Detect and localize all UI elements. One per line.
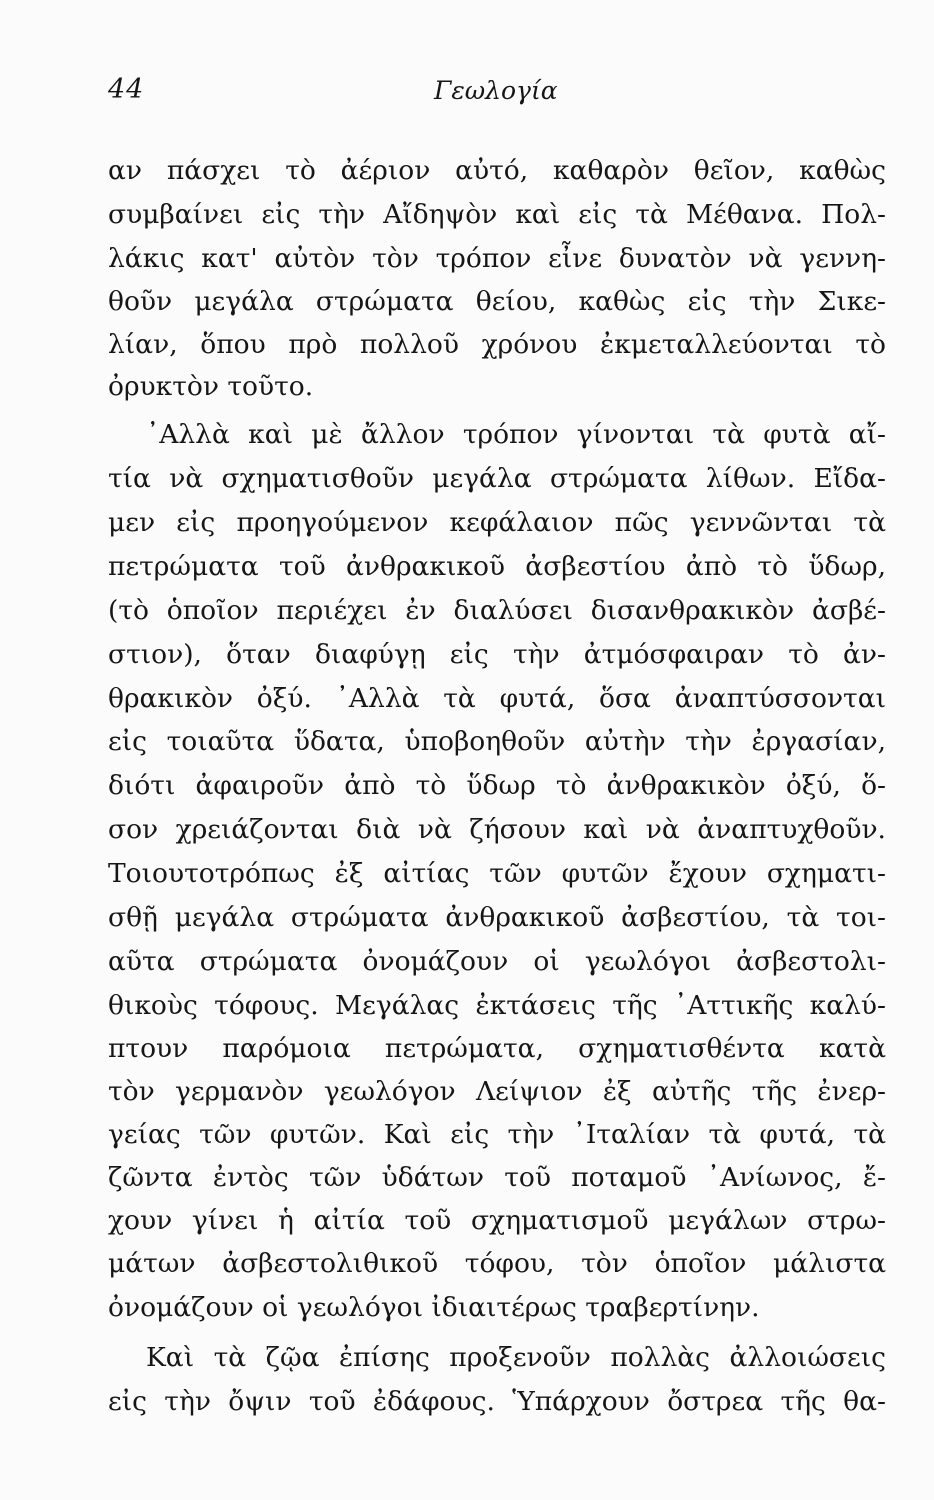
text-line: ὀνομάζουν οἱ γεωλόγοι ἰδιαιτέρως τραβερτίνην.	[108, 1292, 760, 1323]
text-line: μάτων ἀσβεστολιθικοῦ τόφου, τὸν ὁποῖον μάλιστα	[108, 1248, 886, 1279]
text-line: διότι ἀφαιροῦν ἀπὸ τὸ ὕδωρ τὸ ἀνθρακικὸν ὀξύ, ὅ-	[108, 770, 886, 801]
text-line: ὀρυκτὸν τοῦτο.	[108, 371, 314, 402]
text-line: Καὶ τὰ ζῷα ἐπίσης προξενοῦν πολλὰς ἀλλοιώσεις	[146, 1342, 886, 1373]
text-line: Τοιουτοτρόπως ἐξ αἰτίας τῶν φυτῶν ἔχουν σχηματι-	[108, 858, 886, 889]
text-line: πετρώματα τοῦ ἀνθρακικοῦ ἀσβεστίου ἀπὸ τὸ ὕδωρ,	[108, 551, 886, 582]
page-number: 44	[108, 74, 145, 105]
text-line: τία νὰ σχηματισθοῦν μεγάλα στρώματα λίθων. Εἴδα-	[108, 463, 886, 494]
text-line: θικοὺς τόφους. Μεγάλας ἐκτάσεις τῆς ᾿Αττικῆς καλύ-	[108, 990, 886, 1021]
text-line: μεν εἰς προηγούμενον κεφάλαιον πῶς γεννῶνται τὰ	[108, 507, 886, 538]
text-line: αῦτα στρώματα ὀνομάζουν οἱ γεωλόγοι ἀσβεστολι-	[108, 946, 886, 977]
text-line: ζῶντα ἐντὸς τῶν ὑδάτων τοῦ ποταμοῦ ᾿Ανίωνος, ἔ-	[108, 1162, 886, 1193]
text-line: στιον), ὅταν διαφύγῃ εἰς τὴν ἀτμόσφαιραν τὸ ἀν-	[108, 639, 886, 670]
text-line: θοῦν μεγάλα στρώματα θείου, καθὼς εἰς τὴν Σικε-	[108, 286, 886, 317]
text-line: τὸν γερμανὸν γεωλόγον Λείψιον ἐξ αὐτῆς τῆς ἐνερ-	[108, 1076, 886, 1107]
running-head	[108, 74, 888, 114]
text-line: σον χρειάζονται διὰ νὰ ζήσουν καὶ νὰ ἀναπτυχθοῦν.	[108, 814, 886, 845]
text-line: εἰς τὴν ὄψιν τοῦ ἐδάφους. Ὑπάρχουν ὄστρεα τῆς θα-	[108, 1386, 886, 1417]
text-line: συμβαίνει εἰς τὴν Αἴδηψὸν καὶ εἰς τὰ Μέθανα. Πολ-	[108, 199, 886, 230]
text-line: λάκις κατ' αὐτὸν τὸν τρόπον εἶνε δυνατὸν νὰ γεννη-	[108, 243, 886, 274]
text-line: λίαν, ὅπου πρὸ πολλοῦ χρόνου ἐκμεταλλεύονται τὸ	[108, 329, 886, 360]
text-line: σθῇ μεγάλα στρώματα ἀνθρακικοῦ ἀσβεστίου, τὰ τοι-	[108, 902, 886, 933]
text-line: ᾿Αλλὰ καὶ μὲ ἄλλον τρόπον γίνονται τὰ φυτὰ αἴ-	[146, 419, 886, 450]
text-line: (τὸ ὁποῖον περιέχει ἐν διαλύσει δισανθρακικὸν ἀσβέ-	[108, 595, 886, 626]
text-line: χουν γίνει ἡ αἰτία τοῦ σχηματισμοῦ μεγάλων στρω-	[108, 1205, 886, 1236]
text-line: πτουν παρόμοια πετρώματα, σχηματισθέντα κατὰ	[108, 1033, 886, 1064]
running-title: Γεωλογία	[434, 76, 558, 105]
text-line: θρακικὸν ὀξύ. ᾿Αλλὰ τὰ φυτά, ὅσα ἀναπτύσσονται	[108, 683, 886, 714]
text-line: εἰς τοιαῦτα ὕδατα, ὑποβοηθοῦν αὐτὴν τὴν ἐργασίαν,	[108, 726, 886, 757]
text-line: γείας τῶν φυτῶν. Καὶ εἰς τὴν ᾿Ιταλίαν τὰ φυτά, τὰ	[108, 1119, 886, 1150]
text-line: αν πάσχει τὸ ἀέριον αὐτό, καθαρὸν θεῖον, καθὼς	[108, 155, 886, 186]
